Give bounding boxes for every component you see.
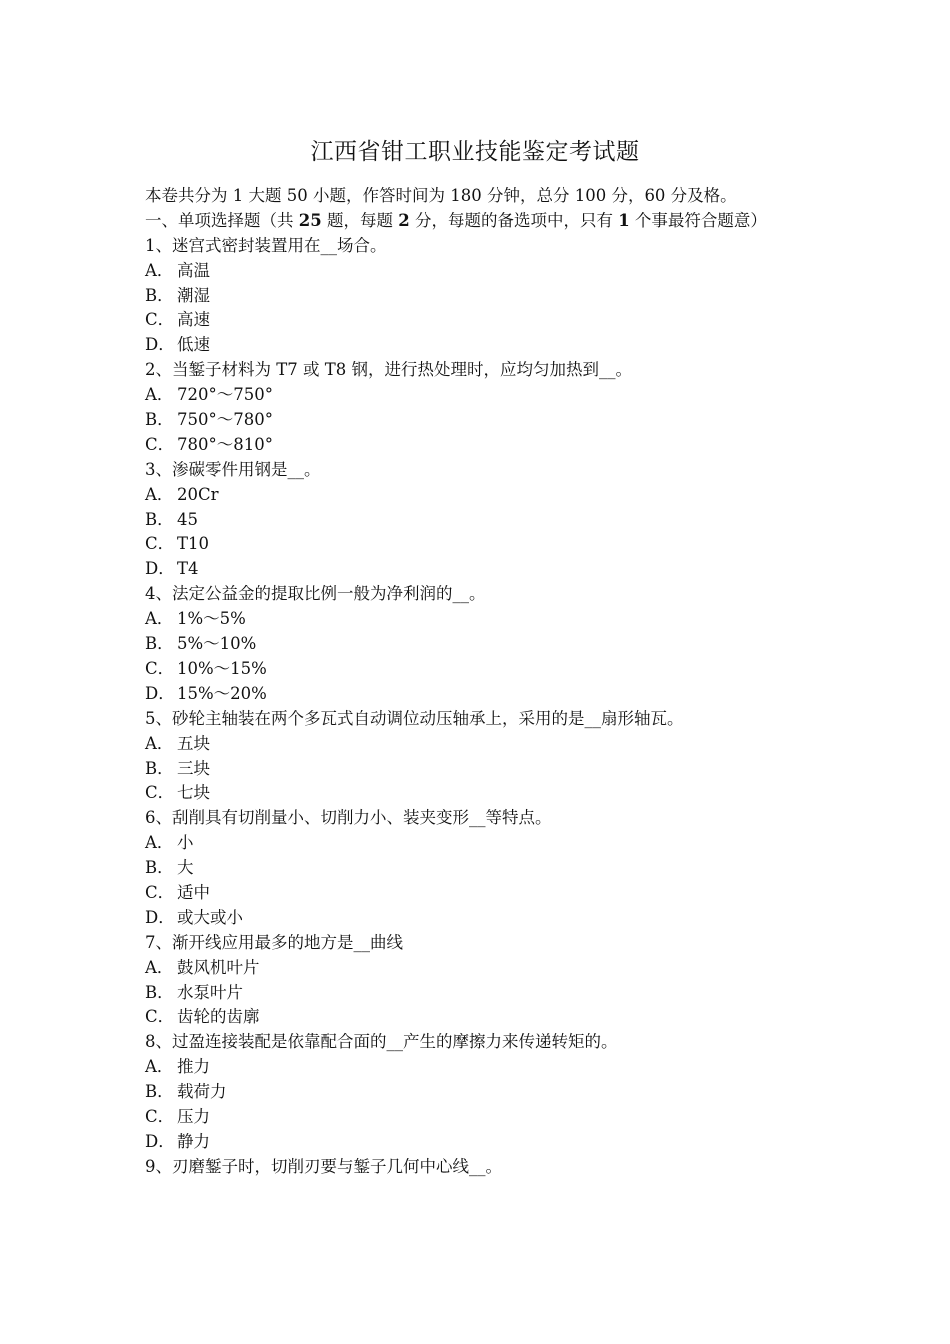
answer-option (145, 532, 815, 557)
option-text: 推力 (177, 1057, 210, 1077)
question-stem: 3、渗碳零件用钢是__。 (145, 459, 321, 479)
option-letter: A． (145, 957, 174, 977)
option-text: 鼓风机叶片 (177, 957, 260, 977)
option-letter: A． (145, 385, 174, 405)
option-letter: A． (145, 609, 174, 629)
option-letter: C． (145, 434, 175, 454)
answer-option (145, 981, 815, 1006)
answer-option (145, 1005, 815, 1030)
option-text: 齿轮的齿廓 (177, 1007, 260, 1027)
option-letter: B． (145, 285, 174, 305)
option-text: 高速 (177, 310, 210, 330)
answer-option (145, 1130, 815, 1155)
option-text: 七块 (177, 783, 210, 803)
option-letter: A． (145, 833, 174, 853)
question-list (145, 234, 815, 1180)
answer-option (145, 408, 815, 433)
option-text: 或大或小 (177, 907, 243, 927)
option-letter: D． (145, 907, 175, 927)
answer-option (145, 284, 815, 309)
section-lead: 一、单项选择题（共 (145, 210, 299, 230)
option-text: 750°～780° (177, 410, 273, 430)
option-letter: C． (145, 534, 175, 554)
section-points: 2 (398, 210, 410, 230)
answer-option (145, 483, 815, 508)
section-mid-1: 题，每题 (321, 210, 399, 230)
section-one: 1 (618, 210, 630, 230)
option-letter: D． (145, 683, 175, 703)
answer-option (145, 732, 815, 757)
option-letter: B． (145, 758, 174, 778)
option-letter: B． (145, 634, 174, 654)
option-text: 低速 (177, 335, 210, 355)
answer-option (145, 781, 815, 806)
option-text: 10%～15% (177, 658, 267, 678)
question-stem: 7、渐开线应用最多的地方是__曲线 (145, 932, 403, 952)
answer-option (145, 1105, 815, 1130)
option-letter: B． (145, 1082, 174, 1102)
option-text: 15%～20% (177, 683, 267, 703)
answer-option (145, 657, 815, 682)
option-letter: C． (145, 658, 175, 678)
option-text: 高温 (177, 260, 210, 280)
question-stem: 5、砂轮主轴装在两个多瓦式自动调位动压轴承上，采用的是__扇形轴瓦。 (145, 708, 684, 728)
option-letter: D． (145, 559, 175, 579)
answer-option (145, 1055, 815, 1080)
answer-option (145, 1080, 815, 1105)
section-mid-2: 分，每题的备选项中，只有 (409, 210, 619, 230)
option-text: 720°～750° (177, 385, 273, 405)
answer-option (145, 557, 815, 582)
option-letter: D． (145, 335, 175, 355)
option-letter: A． (145, 260, 174, 280)
page-title: 江西省钳工职业技能鉴定考试题 (310, 139, 640, 165)
option-letter: C． (145, 1007, 175, 1027)
answer-option (145, 259, 815, 284)
option-letter: C． (145, 310, 175, 330)
option-text: 三块 (177, 758, 210, 778)
answer-option (145, 308, 815, 333)
answer-option (145, 856, 815, 881)
option-letter: A． (145, 484, 174, 504)
exam-intro: 本卷共分为 1 大题 50 小题，作答时间为 180 分钟，总分 100 分，60 分及格。 (145, 186, 737, 205)
option-text: 潮湿 (177, 285, 210, 305)
question-stem: 1、迷宫式密封装置用在__场合。 (145, 235, 387, 255)
option-letter: B． (145, 509, 174, 529)
question-stem: 8、过盈连接装配是依靠配合面的__产生的摩擦力来传递转矩的。 (145, 1032, 618, 1052)
option-letter: B． (145, 410, 174, 430)
option-letter: D． (145, 1131, 175, 1151)
option-text: 20Cr (177, 484, 219, 504)
option-text: T4 (177, 559, 199, 579)
option-letter: C． (145, 882, 175, 902)
answer-option (145, 831, 815, 856)
question-stem: 2、当錾子材料为 T7 或 T8 钢，进行热处理时，应均匀加热到__。 (145, 360, 632, 380)
option-text: 载荷力 (177, 1082, 227, 1102)
answer-option (145, 383, 815, 408)
option-text: 大 (177, 858, 194, 878)
option-letter: C． (145, 1106, 175, 1126)
question-stem: 4、法定公益金的提取比例一般为净利润的__。 (145, 584, 486, 604)
section-tail: 个事最符合题意） (629, 210, 767, 230)
option-letter: A． (145, 733, 174, 753)
answer-option (145, 433, 815, 458)
option-text: 水泵叶片 (177, 982, 243, 1002)
option-letter: B． (145, 982, 174, 1002)
option-text: T10 (177, 534, 210, 554)
option-letter: B． (145, 858, 174, 878)
answer-option (145, 881, 815, 906)
option-text: 五块 (177, 733, 210, 753)
answer-option (145, 682, 815, 707)
answer-option (145, 757, 815, 782)
option-text: 1%～5% (177, 609, 246, 629)
option-letter: C． (145, 783, 175, 803)
option-text: 45 (177, 509, 198, 529)
option-text: 静力 (177, 1131, 210, 1151)
answer-option (145, 632, 815, 657)
option-letter: A． (145, 1057, 174, 1077)
answer-option (145, 508, 815, 533)
answer-option (145, 956, 815, 981)
option-text: 小 (177, 833, 194, 853)
answer-option (145, 906, 815, 931)
answer-option (145, 333, 815, 358)
option-text: 压力 (177, 1106, 210, 1126)
document-body (145, 184, 815, 1180)
section-question-count: 25 (298, 210, 322, 230)
answer-option (145, 607, 815, 632)
option-text: 适中 (177, 882, 210, 902)
question-stem: 9、刃磨錾子时，切削刃要与錾子几何中心线__。 (145, 1156, 502, 1176)
option-text: 5%～10% (177, 634, 257, 654)
question-stem: 6、刮削具有切削量小、切削力小、装夹变形__等特点。 (145, 808, 552, 828)
option-text: 780°～810° (177, 434, 273, 454)
section-heading (145, 209, 815, 234)
